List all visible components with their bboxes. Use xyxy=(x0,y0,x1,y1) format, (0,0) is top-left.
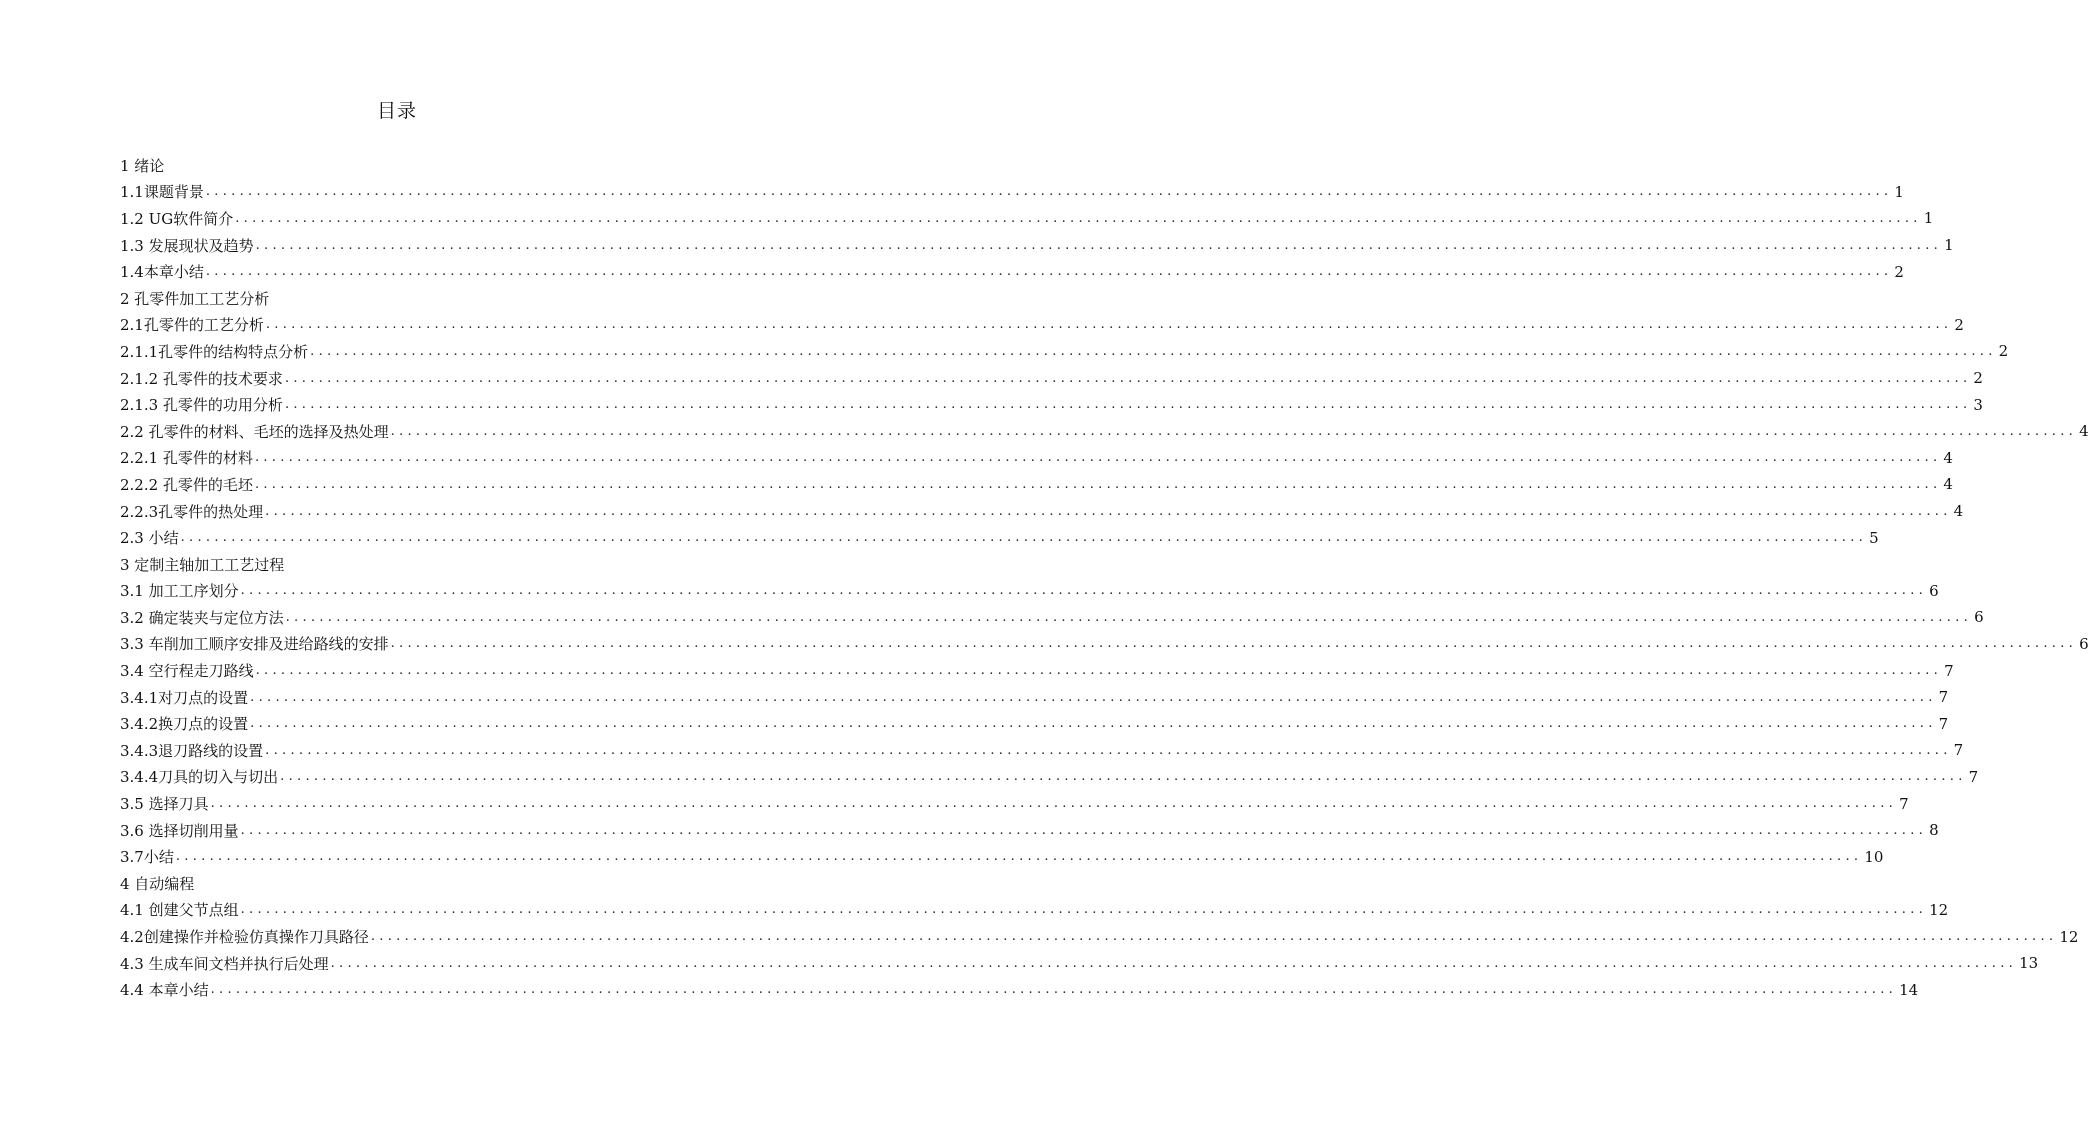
toc-entry-text: 2.3 小结 xyxy=(120,529,179,548)
toc-page-number: 6 xyxy=(2079,634,2089,653)
toc-entry[interactable] xyxy=(120,338,2009,365)
toc-page-number: 1 xyxy=(1944,236,1954,255)
toc-entry-text: 3.3 车削加工顺序安排及进给路线的安排 xyxy=(120,635,389,654)
toc-entry[interactable] xyxy=(120,365,1983,392)
toc-entry[interactable] xyxy=(120,285,726,312)
toc-page-number: 8 xyxy=(1929,821,1939,840)
toc-leader-dots: ........................................................................................................................................................................................................ xyxy=(254,476,1942,492)
toc-leader-dots: ........................................................................................................................................................................................................ xyxy=(284,370,1972,386)
toc-leader-dots: ........................................................................................................................................................................................................ xyxy=(205,264,1893,280)
toc-entry[interactable] xyxy=(120,817,1939,844)
toc-entry-text: 2.2.1 孔零件的材料 xyxy=(120,449,253,468)
toc-entry[interactable] xyxy=(120,312,1964,339)
toc-entry-text: 1.3 发展现状及趋势 xyxy=(120,236,254,255)
toc-entry[interactable] xyxy=(120,205,1934,232)
toc-leader-dots: ........................................................................................................................................................................................................ xyxy=(284,397,1972,413)
toc-leader-dots: ........................................................................................................................................................................................................ xyxy=(265,503,1952,519)
toc-leader-dots: ........................................................................................................................................................................................................ xyxy=(285,609,1973,625)
toc-entry-text: 4.1 创建父节点组 xyxy=(120,901,239,920)
toc-page-number: 5 xyxy=(1869,528,1879,547)
toc-entry[interactable] xyxy=(120,418,2089,445)
toc-entry-text: 2.2 孔零件的材料、毛坯的选择及热处理 xyxy=(120,422,389,441)
toc-entry[interactable] xyxy=(120,897,1949,924)
toc-entry-text: 3.5 选择刀具 xyxy=(120,795,209,814)
toc-page-number: 7 xyxy=(1953,741,1964,760)
toc-leader-dots: ........................................................................................................................................................................................................ xyxy=(310,343,1997,359)
toc-entry[interactable] xyxy=(120,604,1984,631)
toc-entry[interactable] xyxy=(120,232,1954,259)
toc-entry[interactable] xyxy=(120,631,2089,658)
toc-entry[interactable] xyxy=(120,498,1964,525)
toc-leader-dots: ........................................................................................................................................................................................................ xyxy=(250,716,1937,732)
toc-leader-dots: ........................................................................................................................................................................................................ xyxy=(390,636,2078,652)
toc-page-number: 6 xyxy=(1929,581,1939,600)
toc-entry[interactable] xyxy=(120,578,1939,605)
toc-page-number: 7 xyxy=(1938,714,1949,733)
toc-entry-text: 4.3 生成车间文档并执行后处理 xyxy=(120,954,329,973)
toc-page-number: 12 xyxy=(1929,900,1949,919)
toc-entry[interactable] xyxy=(120,950,2039,977)
toc-entry[interactable] xyxy=(120,657,1954,684)
toc-leader-dots: ........................................................................................................................................................................................................ xyxy=(265,742,1952,758)
toc-entry[interactable] xyxy=(120,923,2079,950)
toc-entry-text: 1.1课题背景 xyxy=(120,183,204,202)
toc-page-number: 14 xyxy=(1899,980,1919,999)
toc-entry-text: 3.4.1对刀点的设置 xyxy=(120,688,249,707)
toc-page-number: 2 xyxy=(1954,315,1964,334)
toc-leader-dots: ........................................................................................................................................................................................................ xyxy=(235,210,1922,226)
toc-entry-text: 3.1 加工工序划分 xyxy=(120,582,239,601)
toc-entry-text: 4 自动编程 xyxy=(120,874,195,893)
toc-entry-text: 2.1孔零件的工艺分析 xyxy=(120,316,264,335)
toc-entry-text: 4.2创建操作并检验仿真操作刀具路径 xyxy=(120,928,369,947)
toc-entry-text: 4.4 本章小结 xyxy=(120,981,209,1000)
toc-page-number: 2 xyxy=(1973,369,1983,388)
toc-entry[interactable] xyxy=(120,445,1953,472)
toc-entry[interactable] xyxy=(120,976,1919,1003)
toc-entry-text: 3.4.2换刀点的设置 xyxy=(120,715,249,734)
toc-page-number: 2 xyxy=(1894,262,1904,281)
toc-entry[interactable] xyxy=(120,870,726,897)
toc-leader-dots: ........................................................................................................................................................................................................ xyxy=(390,423,2078,439)
toc-entry[interactable] xyxy=(120,790,1909,817)
toc-page-number: 1 xyxy=(1894,182,1904,201)
toc-page-number: 4 xyxy=(1953,502,1964,521)
toc-entry-text: 3.4.4刀具的切入与切出 xyxy=(120,768,279,787)
toc-entry-text: 1.4本章小结 xyxy=(120,263,204,282)
toc-page-number: 13 xyxy=(2019,954,2039,973)
toc-entry-text: 3.2 确定装夹与定位方法 xyxy=(120,608,284,627)
toc-page-number: 6 xyxy=(1974,608,1984,627)
toc-leader-dots: ........................................................................................................................................................................................................ xyxy=(210,796,1898,812)
toc-entry-text: 2 孔零件加工工艺分析 xyxy=(120,289,270,308)
page-title: 目录 xyxy=(376,100,417,122)
toc-entry-text: 2.1.1孔零件的结构特点分析 xyxy=(120,342,309,361)
toc-leader-dots: ........................................................................................................................................................................................................ xyxy=(265,317,1953,333)
toc-page-number: 12 xyxy=(2059,927,2079,946)
toc-entry-text: 3.4 空行程走刀路线 xyxy=(120,662,254,681)
toc-entry[interactable] xyxy=(120,524,1879,551)
toc-leader-dots: ........................................................................................................................................................................................................ xyxy=(240,583,1928,599)
toc-page-number: 7 xyxy=(1899,794,1909,813)
toc-page-number: 10 xyxy=(1864,847,1884,866)
toc-leader-dots: ........................................................................................................................................................................................................ xyxy=(255,663,1943,679)
toc-page-number: 4 xyxy=(1943,475,1953,494)
toc-entry[interactable] xyxy=(120,152,726,179)
toc-entry-text: 2.1.2 孔零件的技术要求 xyxy=(120,369,283,388)
toc-leader-dots: ........................................................................................................................................................................................................ xyxy=(255,237,1943,253)
toc-entry[interactable] xyxy=(120,471,1953,498)
toc-entry[interactable] xyxy=(120,551,726,578)
toc-leader-dots: ........................................................................................................................................................................................................ xyxy=(280,769,1967,785)
toc-leader-dots: ........................................................................................................................................................................................................ xyxy=(180,530,1868,546)
toc-entry[interactable] xyxy=(120,258,1904,285)
toc-leader-dots: ........................................................................................................................................................................................................ xyxy=(330,955,2018,971)
toc-entry-text: 2.2.3孔零件的热处理 xyxy=(120,502,264,521)
table-of-contents xyxy=(120,152,2089,1003)
toc-entry[interactable] xyxy=(120,737,1964,764)
toc-page-number: 4 xyxy=(1943,448,1953,467)
toc-entry[interactable] xyxy=(120,710,1949,737)
toc-entry-text: 2.1.3 孔零件的功用分析 xyxy=(120,396,283,415)
toc-entry[interactable] xyxy=(120,179,1904,206)
toc-leader-dots: ........................................................................................................................................................................................................ xyxy=(240,902,1928,918)
toc-page-number: 4 xyxy=(2079,422,2089,441)
toc-leader-dots: ........................................................................................................................................................................................................ xyxy=(250,689,1937,705)
toc-entry-text: 1.2 UG软件简介 xyxy=(120,209,234,228)
toc-entry-text: 1 绪论 xyxy=(120,156,165,175)
toc-page-number: 2 xyxy=(1998,342,2009,361)
toc-entry-text: 3.7小结 xyxy=(120,848,174,867)
toc-entry[interactable] xyxy=(120,391,1983,418)
toc-leader-dots: ........................................................................................................................................................................................................ xyxy=(175,849,1863,865)
toc-page-number: 7 xyxy=(1968,767,1979,786)
toc-page-number: 1 xyxy=(1923,209,1934,228)
toc-leader-dots: ........................................................................................................................................................................................................ xyxy=(205,184,1893,200)
toc-entry-text: 3.6 选择切削用量 xyxy=(120,821,239,840)
toc-leader-dots: ........................................................................................................................................................................................................ xyxy=(370,929,2058,945)
toc-leader-dots: ........................................................................................................................................................................................................ xyxy=(210,982,1898,998)
toc-entry[interactable] xyxy=(120,764,1979,791)
toc-leader-dots: ........................................................................................................................................................................................................ xyxy=(254,450,1942,466)
toc-entry-text: 3 定制主轴加工工艺过程 xyxy=(120,555,285,574)
toc-page-number: 3 xyxy=(1973,395,1983,414)
toc-entry[interactable] xyxy=(120,684,1949,711)
toc-page-number: 7 xyxy=(1938,688,1949,707)
toc-entry-text: 2.2.2 孔零件的毛坯 xyxy=(120,475,253,494)
toc-page-number: 7 xyxy=(1944,661,1954,680)
toc-entry[interactable] xyxy=(120,843,1884,870)
toc-entry-text: 3.4.3退刀路线的设置 xyxy=(120,741,264,760)
toc-leader-dots: ........................................................................................................................................................................................................ xyxy=(240,822,1928,838)
